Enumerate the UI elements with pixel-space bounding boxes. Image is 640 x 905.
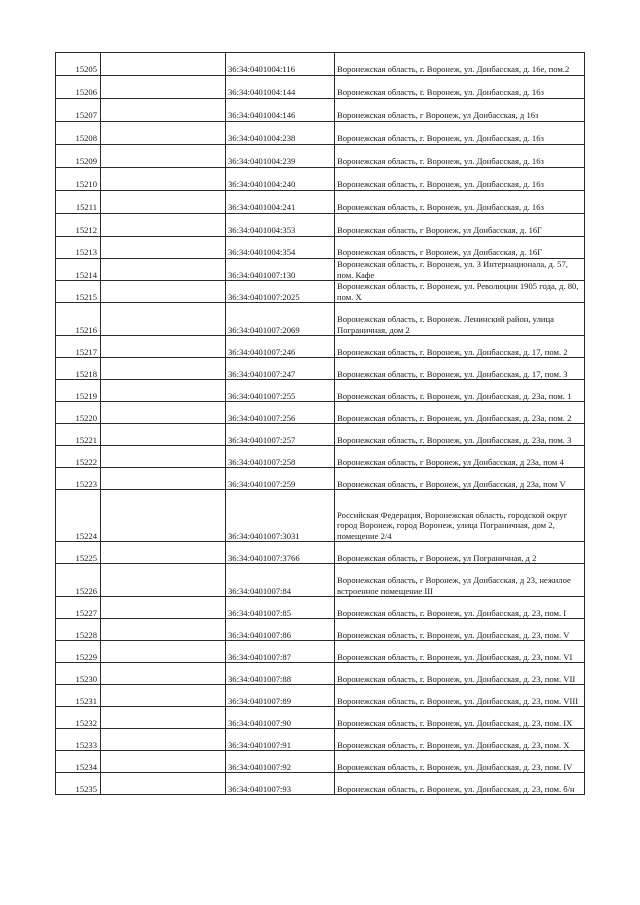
- address: Воронежская область, г Воронеж, ул Донбасская, д 16з: [335, 99, 585, 122]
- empty-cell: [101, 542, 226, 564]
- cadastral-number: 36:34:0401004:239: [226, 145, 335, 168]
- empty-cell: [101, 402, 226, 424]
- cadastral-number: 36:34:0401007:89: [226, 685, 335, 707]
- cadastral-number: 36:34:0401007:246: [226, 336, 335, 358]
- empty-cell: [101, 259, 226, 281]
- table-row: [56, 663, 585, 685]
- row-number: 15212: [56, 214, 101, 237]
- table-row: [56, 564, 585, 597]
- row-number: 15225: [56, 542, 101, 564]
- cadastral-number: 36:34:0401004:144: [226, 76, 335, 99]
- row-number: 15207: [56, 99, 101, 122]
- table-row: [56, 145, 585, 168]
- table-row: [56, 99, 585, 122]
- address: Воронежская область, г. Воронеж, ул. Донбасская, д. 16з: [335, 145, 585, 168]
- cadastral-number: 36:34:0401007:257: [226, 424, 335, 446]
- address: Воронежская область, г. Воронеж, ул. Донбасская, д. 23, пом. VIII: [335, 685, 585, 707]
- address: Воронежская область, г. Воронеж, ул. Донбасская, д. 23, пом. V: [335, 619, 585, 641]
- address: Воронежская область, г. Воронеж, ул. Донбасская, д. 23а, пом. 2: [335, 402, 585, 424]
- table-row: [56, 597, 585, 619]
- empty-cell: [101, 729, 226, 751]
- empty-cell: [101, 564, 226, 597]
- row-number: 15228: [56, 619, 101, 641]
- cadastral-number: 36:34:0401007:87: [226, 641, 335, 663]
- address: Воронежская область, г. Воронеж, ул. Донбасская, д. 17, пом. 3: [335, 358, 585, 380]
- cadastral-number: 36:34:0401007:88: [226, 663, 335, 685]
- empty-cell: [101, 619, 226, 641]
- address: Воронежская область, г Воронеж, ул Донбасская, д 23, нежилое встроенное помещение III: [335, 564, 585, 597]
- table-row: [56, 619, 585, 641]
- cadastral-number: 36:34:0401007:85: [226, 597, 335, 619]
- table-row: [56, 53, 585, 76]
- row-number: 15232: [56, 707, 101, 729]
- empty-cell: [101, 281, 226, 303]
- address: Воронежская область, г. Воронеж. Ленинский район, улица Пограничная, дом 2: [335, 303, 585, 336]
- address: Воронежская область, г. Воронеж, ул. 3 Интернационала, д. 57, пом. Кафе: [335, 259, 585, 281]
- address: Воронежская область, г. Воронеж, ул. Донбасская, д. 16з: [335, 76, 585, 99]
- row-number: 15208: [56, 122, 101, 145]
- row-number: 15227: [56, 597, 101, 619]
- cadastral-number: 36:34:0401007:259: [226, 468, 335, 490]
- address: Воронежская область, г. Воронеж, ул. Донбасская, д. 23, пом. X: [335, 729, 585, 751]
- row-number: 15215: [56, 281, 101, 303]
- table-row: [56, 259, 585, 281]
- table-row: [56, 751, 585, 773]
- cadastral-number: 36:34:0401007:2025: [226, 281, 335, 303]
- row-number: 15218: [56, 358, 101, 380]
- table-row: [56, 168, 585, 191]
- empty-cell: [101, 751, 226, 773]
- address: Воронежская область, г Воронеж, ул Донбасская, д 23а, пом V: [335, 468, 585, 490]
- empty-cell: [101, 76, 226, 99]
- table-row: [56, 773, 585, 795]
- empty-cell: [101, 168, 226, 191]
- address: Воронежская область, г. Воронеж, ул. Донбасская, д. 23, пом. VII: [335, 663, 585, 685]
- cadastral-number: 36:34:0401007:84: [226, 564, 335, 597]
- registry-table: [55, 52, 585, 795]
- table-row: [56, 191, 585, 214]
- address: Воронежская область, г. Воронеж, ул. Донбасская, д. 23, пом. I: [335, 597, 585, 619]
- cadastral-number: 36:34:0401007:130: [226, 259, 335, 281]
- row-number: 15226: [56, 564, 101, 597]
- row-number: 15221: [56, 424, 101, 446]
- empty-cell: [101, 446, 226, 468]
- cadastral-number: 36:34:0401007:93: [226, 773, 335, 795]
- row-number: 15205: [56, 53, 101, 76]
- cadastral-number: 36:34:0401007:258: [226, 446, 335, 468]
- address: Воронежская область, г. Воронеж, ул. Революции 1905 года, д. 80, пом. X: [335, 281, 585, 303]
- row-number: 15219: [56, 380, 101, 402]
- table-row: [56, 380, 585, 402]
- row-number: 15231: [56, 685, 101, 707]
- table-row: [56, 729, 585, 751]
- table-row: [56, 424, 585, 446]
- cadastral-number: 36:34:0401007:2069: [226, 303, 335, 336]
- cadastral-number: 36:34:0401007:256: [226, 402, 335, 424]
- table-row: [56, 490, 585, 542]
- table-row: [56, 468, 585, 490]
- address: Воронежская область, г Воронеж, ул Донбасская, д. 16Г: [335, 237, 585, 259]
- address: Воронежская область, г. Воронеж, ул. Донбасская, д. 17, пом. 2: [335, 336, 585, 358]
- row-number: 15213: [56, 237, 101, 259]
- cadastral-number: 36:34:0401004:241: [226, 191, 335, 214]
- row-number: 15230: [56, 663, 101, 685]
- empty-cell: [101, 773, 226, 795]
- cadastral-number: 36:34:0401004:354: [226, 237, 335, 259]
- cadastral-number: 36:34:0401007:247: [226, 358, 335, 380]
- table-row: [56, 685, 585, 707]
- cadastral-number: 36:34:0401007:86: [226, 619, 335, 641]
- address: Воронежская область, г. Воронеж, ул. Донбасская, д. 16з: [335, 168, 585, 191]
- empty-cell: [101, 490, 226, 542]
- cadastral-number: 36:34:0401004:146: [226, 99, 335, 122]
- row-number: 15234: [56, 751, 101, 773]
- empty-cell: [101, 303, 226, 336]
- empty-cell: [101, 663, 226, 685]
- empty-cell: [101, 380, 226, 402]
- table-row: [56, 707, 585, 729]
- cadastral-number: 36:34:0401007:3031: [226, 490, 335, 542]
- empty-cell: [101, 237, 226, 259]
- empty-cell: [101, 424, 226, 446]
- table-row: [56, 76, 585, 99]
- address: Российская Федерация, Воронежская область, городской округ город Воронеж, город Воронеж, улица Пограничная, дом 2, помещение 2/4: [335, 490, 585, 542]
- cadastral-number: 36:34:0401007:91: [226, 729, 335, 751]
- table-row: [56, 214, 585, 237]
- table-row: [56, 358, 585, 380]
- row-number: 15224: [56, 490, 101, 542]
- table-row: [56, 237, 585, 259]
- empty-cell: [101, 53, 226, 76]
- row-number: 15214: [56, 259, 101, 281]
- empty-cell: [101, 122, 226, 145]
- address: Воронежская область, г. Воронеж, ул. Донбасская, д. 16з: [335, 191, 585, 214]
- table-row: [56, 402, 585, 424]
- row-number: 15216: [56, 303, 101, 336]
- empty-cell: [101, 145, 226, 168]
- empty-cell: [101, 336, 226, 358]
- empty-cell: [101, 707, 226, 729]
- table-row: [56, 281, 585, 303]
- address: Воронежская область, г. Воронеж, ул. Донбасская, д. 23, пом. VI: [335, 641, 585, 663]
- cadastral-number: 36:34:0401007:255: [226, 380, 335, 402]
- row-number: 15211: [56, 191, 101, 214]
- row-number: 15209: [56, 145, 101, 168]
- cadastral-number: 36:34:0401004:116: [226, 53, 335, 76]
- row-number: 15206: [56, 76, 101, 99]
- address: Воронежская область, г. Воронеж, ул. Донбасская, д. 16з: [335, 122, 585, 145]
- row-number: 15229: [56, 641, 101, 663]
- cadastral-number: 36:34:0401004:238: [226, 122, 335, 145]
- row-number: 15220: [56, 402, 101, 424]
- address: Воронежская область, г Воронеж, ул Донбасская, д 23а, пом 4: [335, 446, 585, 468]
- table-row: [56, 542, 585, 564]
- cadastral-number: 36:34:0401007:3766: [226, 542, 335, 564]
- empty-cell: [101, 358, 226, 380]
- table-row: [56, 122, 585, 145]
- address: Воронежская область, г. Воронеж, ул. Донбасская, д. 23, пом. IV: [335, 751, 585, 773]
- row-number: 15233: [56, 729, 101, 751]
- cadastral-number: 36:34:0401004:353: [226, 214, 335, 237]
- address: Воронежская область, г. Воронеж, ул. Донбасская, д. 23а, пом. 1: [335, 380, 585, 402]
- row-number: 15223: [56, 468, 101, 490]
- address: Воронежская область, г. Воронеж, ул. Донбасская, д. 23, пом. IX: [335, 707, 585, 729]
- address: Воронежская область, г Воронеж, ул Донбасская, д. 16Г: [335, 214, 585, 237]
- row-number: 15222: [56, 446, 101, 468]
- table-row: [56, 641, 585, 663]
- empty-cell: [101, 468, 226, 490]
- address: Воронежская область, г. Воронеж, ул. Донбасская, д. 23а, пом. 3: [335, 424, 585, 446]
- cadastral-number: 36:34:0401007:92: [226, 751, 335, 773]
- empty-cell: [101, 685, 226, 707]
- table-row: [56, 303, 585, 336]
- address: Воронежская область, г Воронеж, ул Пограничная, д 2: [335, 542, 585, 564]
- row-number: 15217: [56, 336, 101, 358]
- row-number: 15235: [56, 773, 101, 795]
- row-number: 15210: [56, 168, 101, 191]
- empty-cell: [101, 597, 226, 619]
- empty-cell: [101, 641, 226, 663]
- empty-cell: [101, 99, 226, 122]
- cadastral-number: 36:34:0401007:90: [226, 707, 335, 729]
- cadastral-number: 36:34:0401004:240: [226, 168, 335, 191]
- address: Воронежская область, г. Воронеж, ул. Донбасская, д. 16е, пом.2: [335, 53, 585, 76]
- empty-cell: [101, 214, 226, 237]
- address: Воронежская область, г. Воронеж, ул. Донбасская, д. 23, пом. б/н: [335, 773, 585, 795]
- table-row: [56, 446, 585, 468]
- table-row: [56, 336, 585, 358]
- empty-cell: [101, 191, 226, 214]
- registry-table-body: [56, 53, 585, 795]
